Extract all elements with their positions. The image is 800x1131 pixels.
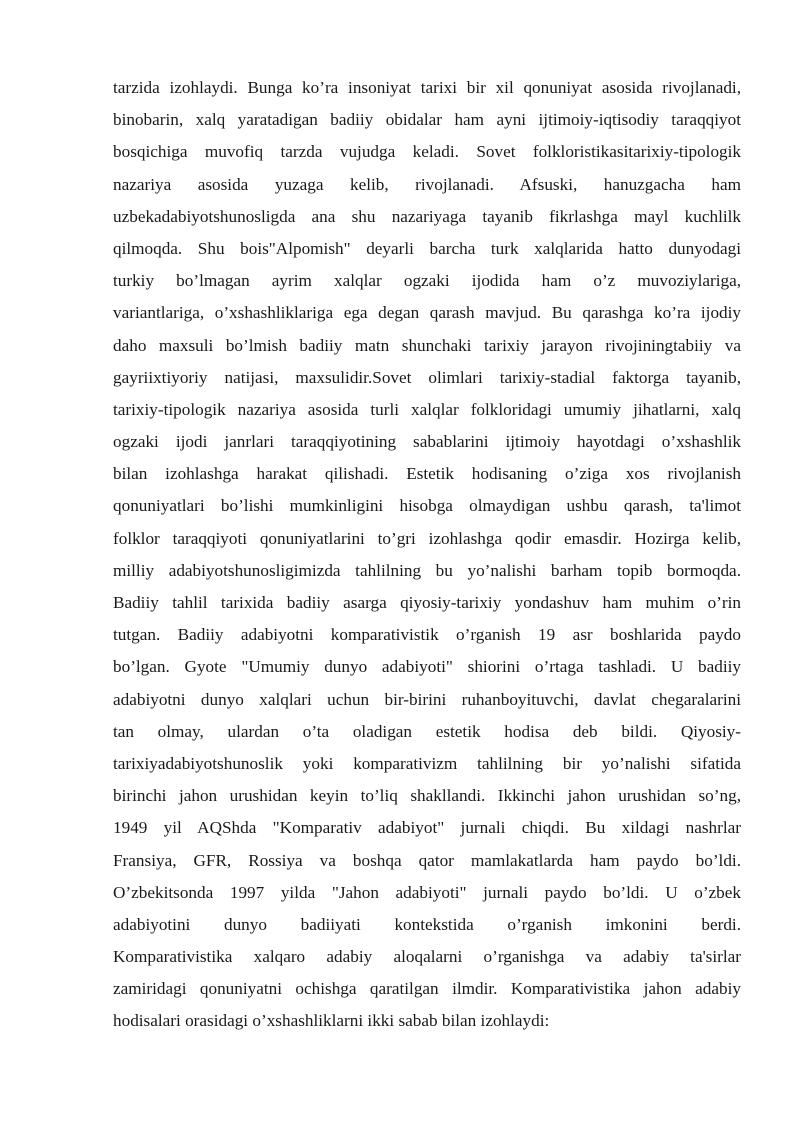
text-line-24: 1949 yil AQShda "Komparativ adabiyot" jurnali chiqdi. Bu xildagi nashrlar [113,818,741,838]
text-line-23: birinchi jahon urushidan keyin to’liq shakllandi. Ikkinchi jahon urushidan so’ng, [113,786,741,806]
text-line-1: tarzida izohlaydi. Bunga ko’ra insoniyat tarixi bir xil qonuniyat asosida rivojlanadi, [113,78,741,97]
text-line-13: bilan izohlashga harakat qilishadi. Estetik hodisaning o’ziga xos rivojlanish [113,464,741,484]
text-line-18: tutgan. Badiiy adabiyotni komparativistik o’rganish 19 asr boshlarida paydo [113,625,741,645]
text-line-22: tarixiyadabiyotshunoslik yoki komparativizm tahlilning bir yo’nalishi sifatida [113,753,741,773]
text-line-28: Komparativistika xalqaro adabiy aloqalarni o’rganishga va adabiy ta'sirlar [113,947,741,967]
text-line-4: nazariya asosida yuzaga kelib, rivojlanadi. Afsuski, hanuzgacha ham [113,174,741,194]
text-line-10: gayriixtiyoriy natijasi, maxsulidir.Sovet olimlari tarixiy-stadial faktorga tayanib, [113,367,741,387]
document-page [113,72,741,1038]
text-line-25: Fransiya, GFR, Rossiya va boshqa qator mamlakatlarda ham paydo bo’ldi. [113,850,741,870]
text-line-17: Badiiy tahlil tarixida badiiy asarga qiyosiy-tarixiy yondashuv ham muhim o’rin [113,593,741,612]
text-line-21: tan olmay, ulardan o’ta oladigan estetik hodisa deb bildi. Qiyosiy- [113,721,741,741]
text-line-9: daho maxsuli bo’lmish badiiy matn shunchaki tarixiy jarayon rivojiningtabiiy va [113,335,741,355]
text-line-29: zamiridagi qonuniyatni ochishga qaratilgan ilmdir. Komparativistika jahon adabiy [113,979,741,999]
text-line-11: tarixiy-tipologik nazariya asosida turli xalqlar folkloridagi umumiy jihatlarni, xalq [113,399,741,419]
text-line-7: turkiy bo’lmagan ayrim xalqlar ogzaki ijodida ham o’z muvoziylariga, [113,271,741,291]
text-line-5: uzbekadabiyotshunosligda ana shu nazariyaga tayanib fikrlashga mayl kuchlilk [113,206,741,226]
text-line-16: milliy adabiyotshunosligimizda tahlilning bu yo’nalishi barham topib bormoqda. [113,560,741,580]
text-line-20: adabiyotni dunyo xalqlari uchun bir-birini ruhanboyituvchi, davlat chegaralarini [113,689,741,709]
text-line-27: adabiyotini dunyo badiiyati kontekstida o’rganish imkonini berdi. [113,914,741,934]
text-line-19: bo’lgan. Gyote "Umumiy dunyo adabiyoti" shiorini o’rtaga tashladi. U badiiy [113,657,741,677]
text-line-8: variantlariga, o’xshashliklariga ega degan qarash mavjud. Bu qarashga ko’ra ijodiy [113,303,741,323]
text-line-14: qonuniyatlari bo’lishi mumkinligini hisobga olmaydigan ushbu qarash, ta'limot [113,496,741,516]
text-line-6: qilmoqda. Shu bois"Alpomish" deyarli barcha turk xalqlarida hatto dunyodagi [113,238,741,258]
text-line-15: folklor taraqqiyoti qonuniyatlarini to’gri izohlashga qodir emasdir. Hozirga kelib, [113,528,741,548]
text-line-3: bosqichiga muvofiq tarzda vujudga keladi. Sovet folkloristikasitarixiy-tipologik [113,142,741,162]
text-line-30: hodisalari orasidagi o’xshashliklarni ikki sabab bilan izohlaydi: [113,1011,550,1031]
text-line-26: O’zbekitsonda 1997 yilda "Jahon adabiyoti" jurnali paydo bo’ldi. U o’zbek [113,882,741,902]
text-line-2: binobarin, xalq yaratadigan badiiy obidalar ham ayni ijtimoiy-iqtisodiy taraqqiyot [113,110,741,130]
text-line-12: ogzaki ijodi janrlari taraqqiyotining sabablarini ijtimoiy hayotdagi o’xshashlik [113,432,741,452]
